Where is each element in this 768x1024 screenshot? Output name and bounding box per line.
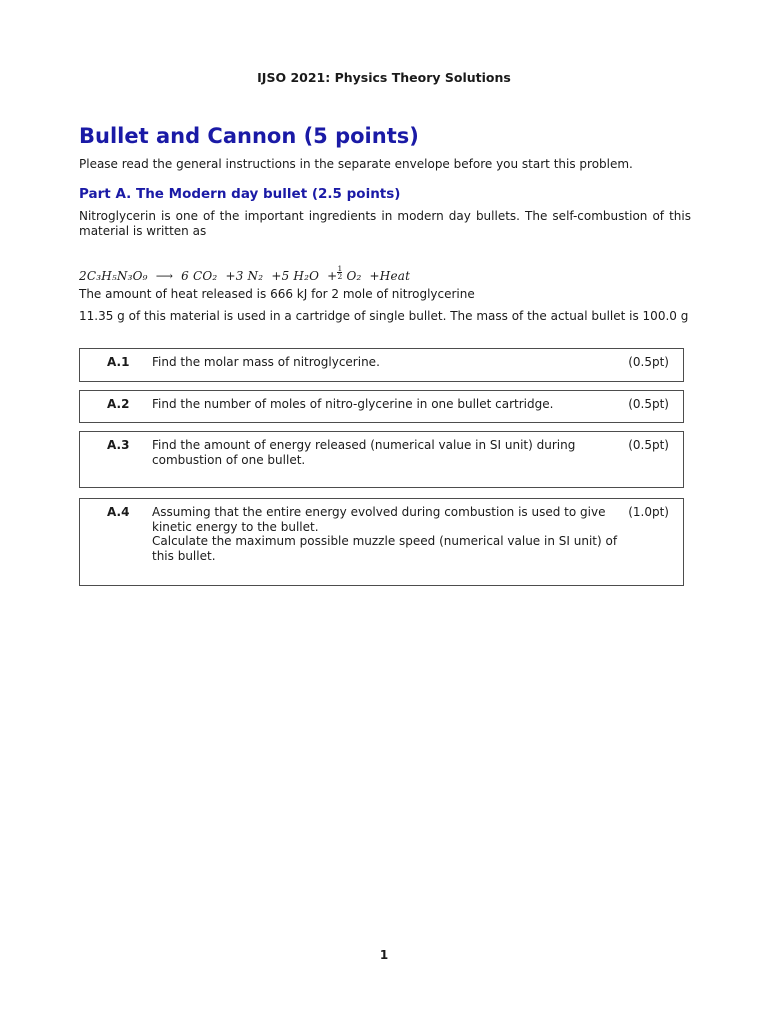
- task-points: (0.5pt): [628, 355, 669, 369]
- task-box-a3: [79, 431, 684, 488]
- task-text: Find the number of moles of nitro-glycerine in one bullet cartridge.: [152, 397, 554, 411]
- general-instructions: Please read the general instructions in the separate envelope before you start this problem.: [79, 157, 633, 171]
- page-number: 1: [379, 948, 389, 962]
- task-text-continued: Calculate the maximum possible muzzle speed (numerical value in SI unit) of this bullet.: [152, 534, 618, 563]
- equation-reactant: 2C₃H₅N₃O₉: [79, 269, 148, 283]
- heat-statement: The amount of heat released is 666 kJ for 2 mole of nitroglycerine: [79, 287, 475, 301]
- equation-product-co2: 6 CO₂: [181, 269, 218, 283]
- task-id: A.2: [107, 397, 130, 411]
- equation-half-fraction: $\frac{1}{2}$: [337, 264, 343, 281]
- equation-arrow: ⟶: [155, 269, 174, 283]
- task-text: Find the molar mass of nitroglycerine.: [152, 355, 380, 369]
- task-box-a2: [79, 390, 684, 423]
- mass-statement: 11.35 g of this material is used in a cartridge of single bullet. The mass of the actual bullet is 100.0 g: [79, 309, 689, 323]
- task-points: (0.5pt): [628, 438, 669, 452]
- task-points: (0.5pt): [628, 397, 669, 411]
- task-text: Find the amount of energy released (numerical value in SI unit) during combustion of one bullet.: [152, 438, 576, 467]
- task-id: A.4: [107, 505, 130, 519]
- task-text: Assuming that the entire energy evolved during combustion is used to give kinetic energy to the bullet.: [152, 505, 606, 534]
- task-text-block: [152, 505, 622, 563]
- problem-title: Bullet and Cannon (5 points): [79, 124, 419, 148]
- part-a-title: Part A. The Modern day bullet (2.5 points): [79, 186, 401, 202]
- equation-product-o2: O₂: [346, 269, 362, 283]
- equation-product-n2: +3 N₂: [225, 269, 264, 283]
- part-a-intro: Nitroglycerin is one of the important ingredients in modern day bullets. The self-combustion of this material is written as: [79, 209, 691, 238]
- task-id: A.3: [107, 438, 130, 452]
- page-header-title: IJSO 2021: Physics Theory Solutions: [257, 70, 511, 85]
- task-points: (1.0pt): [628, 505, 669, 519]
- combustion-equation: 2C₃H₅N₃O₉ ⟶ 6 CO₂ +3 N₂ +5 H₂O + $\frac{1}{2}$ O₂ +Heat: [79, 264, 411, 283]
- equation-product-h2o: +5 H₂O: [271, 269, 320, 283]
- task-box-a1: [79, 348, 684, 382]
- task-id: A.1: [107, 355, 130, 369]
- equation-heat: +Heat: [369, 269, 411, 283]
- task-box-a4: [79, 498, 684, 586]
